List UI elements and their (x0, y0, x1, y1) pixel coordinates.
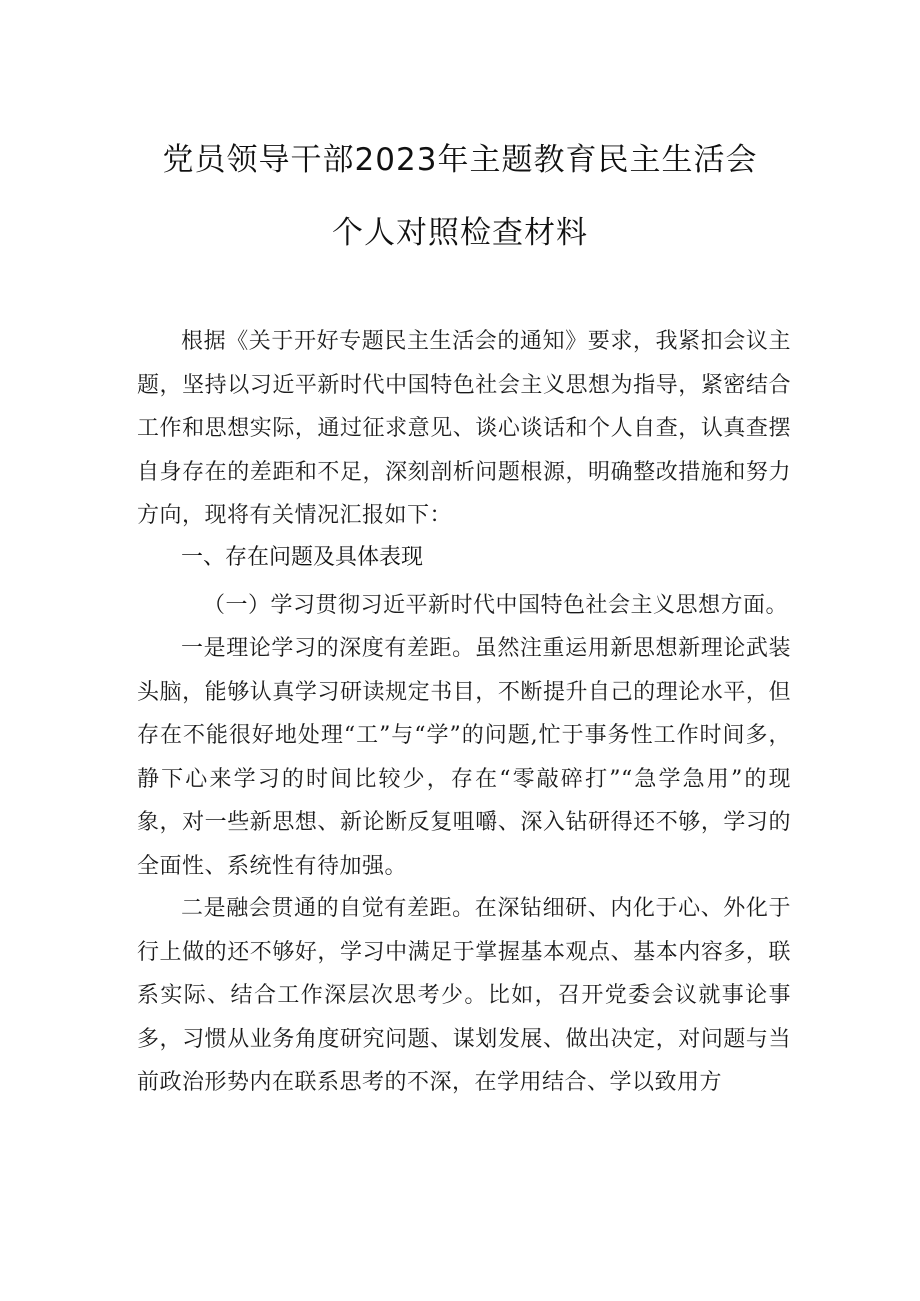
document-title-line-1: 党员领导干部2023年主题教育民主生活会 (162, 142, 758, 178)
subsection-heading-block (137, 584, 791, 628)
document-title-line-2: 个人对照检查材料 (332, 215, 588, 251)
section-heading: 一、存在问题及具体表现 (181, 545, 424, 570)
paragraph-one: 一是理论学习的深度有差距。虽然注重运用新思想新理论武装头脑，能够认真学习研读规定书目，不断提升自己的理论水平，但存在不能很好地处理“工”与“学”的问题,忙于事务性工作时间多，静下心来学习的时间比较少，存在“零敲碎打”“急学急用”的现象，对一些新思想、新论断反复咀嚼、深入钻研得还不够，学习的全面性、系统性有待加强。 (137, 636, 791, 879)
subsection-heading: （一）学习贯彻习近平新时代中国特色社会主义思想方面。 (203, 593, 789, 618)
paragraph-one-block (137, 627, 791, 888)
paragraph-two-block (137, 887, 791, 1105)
intro-paragraph-block (137, 320, 791, 538)
intro-paragraph: 根据《关于开好专题民主生活会的通知》要求，我紧扣会议主题，坚持以习近平新时代中国特色社会主义思想为指导，紧密结合工作和思想实际，通过征求意见、谈心谈话和个人自查，认真查摆自身存在的差距和不足，深刻剖析问题根源，明确整改措施和努力方向，现将有关情况汇报如下： (137, 329, 791, 528)
paragraph-two: 二是融会贯通的自觉有差距。在深钻细研、内化于心、外化于行上做的还不够好，学习中满足于掌握基本观点、基本内容多，联系实际、结合工作深层次思考少。比如，召开党委会议就事论事多，习惯从业务角度研究问题、谋划发展、做出决定，对问题与当前政治形势内在联系思考的不深，在学用结合、学以致用方 (137, 896, 791, 1095)
